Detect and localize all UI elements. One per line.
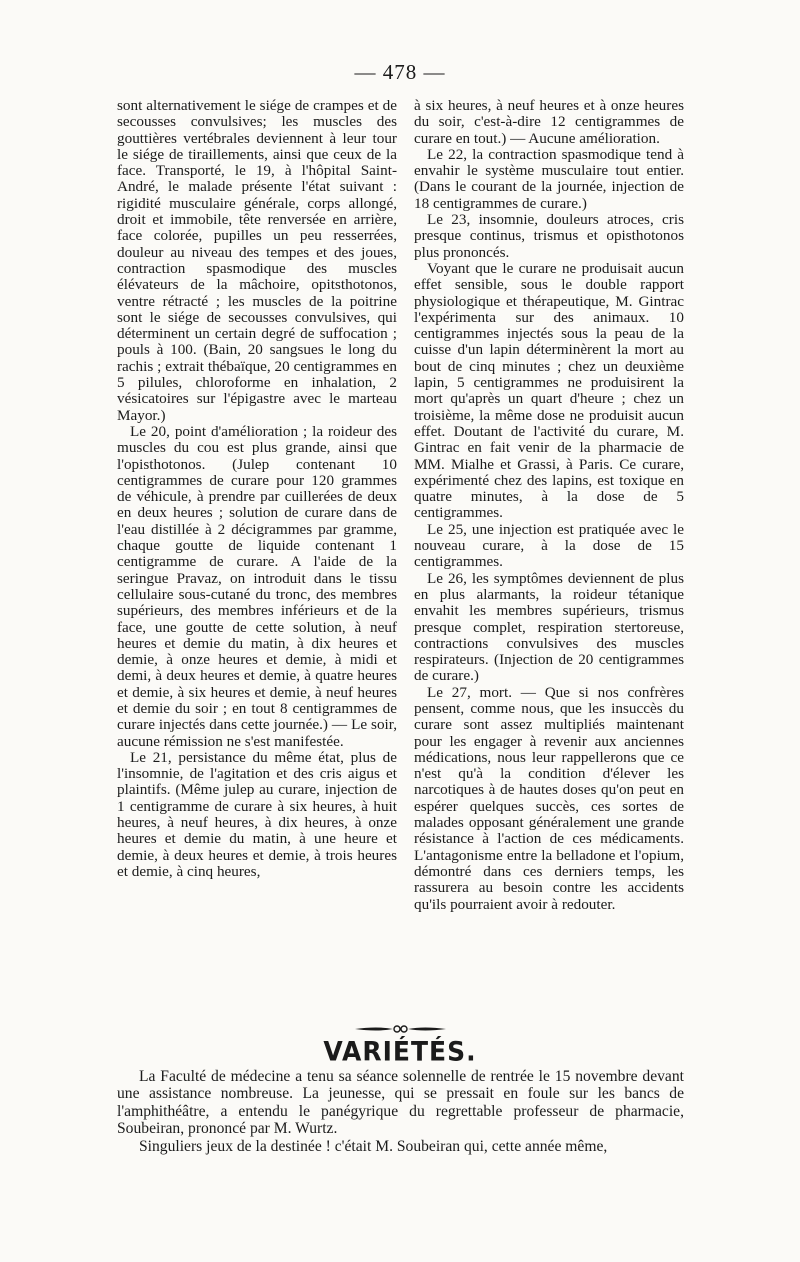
right-column — [414, 98, 684, 913]
paragraph: Singuliers jeux de la destinée ! c'était M. Soubeiran qui, cette année même, — [139, 1137, 608, 1155]
paragraph: Le 23, insomnie, douleurs atroces, cris presque continus, trismus et opisthotonos plus prononcés. — [414, 211, 684, 261]
paragraph: Le 22, la contraction spasmodique tend à envahir le système musculaire tout entier. (Dans le courant de la journée, injection de 18 centigrammes de curare.) — [414, 145, 684, 212]
paragraph: La Faculté de médecine a tenu sa séance solennelle de rentrée le 15 novembre devant une assistance nombreuse. La jeunesse, qui se pressait en foule sur les bancs de l'amphithéâtre, a entendu le panégyrique du regrettable professeur de pharmacie, Soubeiran, prononcé par M. Wurtz. — [117, 1068, 684, 1138]
paragraph: Le 20, point d'amélioration ; la roideur des muscles du cou est plus grande, ainsi que l'opisthotonos. (Julep contenant 10 centigrammes de curare pour 120 grammes de véhicule, à prendre par cuillerées de deux en deux heures ; solution de curare dans de l'eau distillée à 2 décigrammes par gramme, chaque goutte de liquide contenant 1 centigramme de curare. A l'aide de la seringue Pravaz, on introduit dans le tissu cellulaire sous-cutané du tronc, des membres supérieurs, des membres inférieurs et de la face, une goutte de cette solution, à neuf heures et demie du matin, à dix heures et demie, à onze heures et demie, à midi et demi, à deux heures et demie, à quatre heures et demie, à six heures et demie, à neuf heures et demie du soir ; en tout 8 centigrammes de curare injectés dans cette journée.) — Le soir, aucune rémission ne s'est manifestée. — [117, 422, 397, 750]
paragraph: Le 21, persistance du même état, plus de l'insomnie, de l'agitation et des cris aigus et plaintifs. (Même julep au curare, injection de 1 centigramme de curare à six heures, à huit heures, à neuf heures, à dix heures, à onze heures et demie du matin, à une heure et demie, à deux heures et demie, à trois heures et demie, à cinq heures, — [117, 748, 397, 880]
paragraph: Le 26, les symptômes deviennent de plus en plus alarmants, la roideur tétanique envahit les membres supérieurs, trismus presque complet, respiration stertoreuse, contractions convulsives des muscles respirateurs. (Injection de 20 centigrammes de curare.) — [414, 569, 684, 685]
paragraph: Le 27, mort. — Que si nos confrères pensent, comme nous, que les insuccès du curare sont assez multipliés maintenant pour les engager à revenir aux anciennes médications, nous leur rappellerons que ce n'est qu'à la condition d'élever les narcotiques à de hautes doses qu'on peut en espérer quelques succès, ces sortes de malades opposant généralement une grande résistance à l'action de ces médicaments. L'antagonisme entre la belladone et l'opium, démontré dans ces derniers temps, les rassurera au besoin contre les accidents qu'ils pourraient avoir à redouter. — [414, 683, 684, 913]
section-title: VARIÉTÉS. — [323, 1036, 477, 1067]
paragraph: Le 25, une injection est pratiquée avec le nouveau curare, à la dose de 15 centigrammes. — [414, 520, 684, 571]
paragraph: Voyant que le curare ne produisait aucun effet sensible, sous le double rapport physiologique et thérapeutique, M. Gintrac l'expérimenta sur des animaux. 10 centigrammes injectés sous la peau de la cuisse d'un lapin déterminèrent la mort au bout de cinq minutes ; chez un deuxième lapin, 5 centigrammes ne produisirent la mort qu'après un quart d'heure ; chez un troisième, la même dose ne produisit aucun effet. Doutant de l'activité du curare, M. Gintrac en fait venir de la pharmacie de MM. Mialhe et Grassi, à Paris. Ce curare, expérimenté chez des lapins, est toxique en quatre minutes, à la dose de 5 centigrammes. — [414, 259, 684, 522]
section-body — [117, 1068, 684, 1155]
left-column — [117, 98, 397, 880]
page-number: — 478 — — [354, 60, 446, 84]
paragraph: à six heures, à neuf heures et à onze heures du soir, c'est-à-dire 12 centigrammes de curare en tout.) — Aucune amélioration. — [414, 97, 684, 147]
paragraph: sont alternativement le siége de crampes et de secousses convulsives; les muscles des gouttières vertébrales deviennent à leur tour le siége de tiraillements, ainsi que ceux de la face. Transporté, le 19, à l'hôpital Saint-André, le malade présente l'état suivant : rigidité musculaire générale, corps allongé, droit et immobile, tête renversée en arrière, face colorée, pupilles un peu resserrées, douleur au niveau des tempes et des joues, contraction spasmodique des muscles élévateurs de la mâchoire, opitsthotonos, ventre rétracté ; les muscles de la poitrine sont le siége de secousses convulsives, qui déterminent un certain degré de suffocation ; pouls à 100. (Bain, 20 sangsues le long du rachis ; extrait thébaïque, 20 centigrammes en 5 pilules, chloroforme en inhalation, 2 vésicatoires sur l'épigastre avec le marteau Mayor.) — [117, 97, 397, 424]
section-divider-ornament — [353, 1023, 448, 1035]
